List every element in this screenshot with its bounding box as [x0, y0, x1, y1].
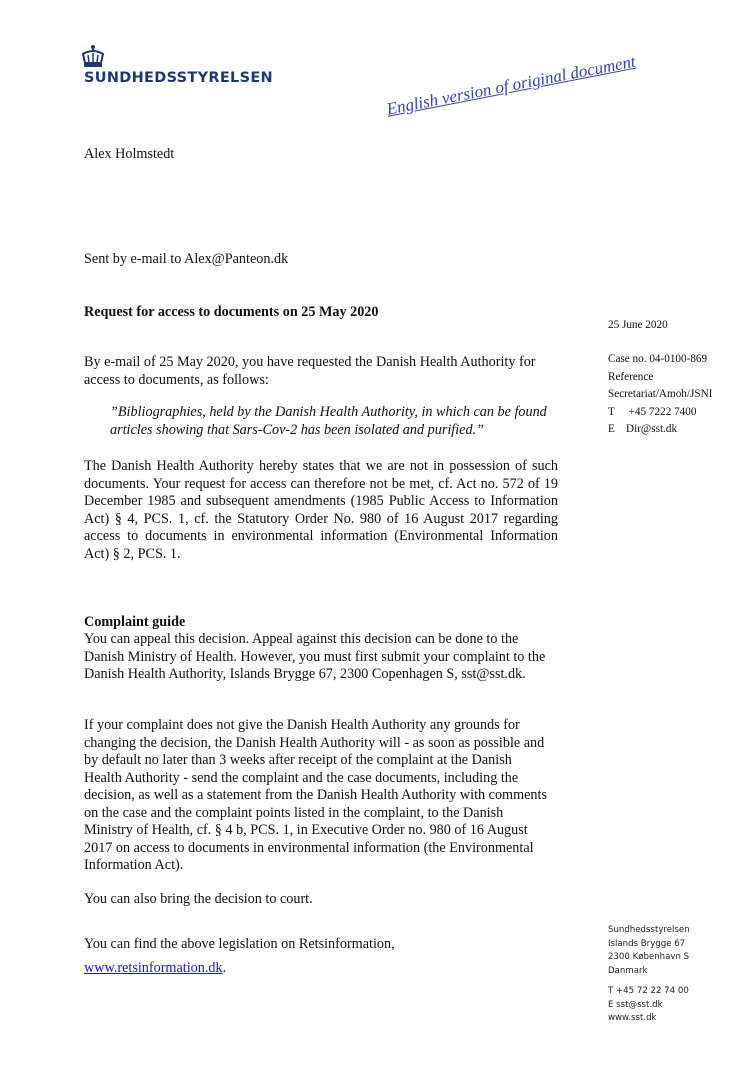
- logo-wordmark: SUNDHEDSSTYRELSEN: [84, 70, 273, 86]
- complaint-paragraph-1: You can appeal this decision. Appeal against this decision can be done to the Danish Ministry of Health. However, you must first submit your complaint to the Danish Health Authority, Islands Brygge 67, 2300 Copenhagen S, sst@sst.dk.: [84, 631, 546, 682]
- footer-org: Sundhedsstyrelsen: [608, 925, 690, 935]
- subject-heading: Request for access to documents on 25 May 2020: [84, 304, 379, 320]
- footer-country: Danmark: [608, 965, 648, 976]
- court-paragraph: You can also bring the decision to court.: [84, 891, 313, 907]
- translation-stamp: English version of original document: [385, 51, 638, 119]
- sent-by-line: Sent by e-mail to Alex@Panteon.dk: [84, 251, 289, 267]
- reference-value: Secretariat/Amoh/JSNI: [608, 388, 713, 400]
- email-address: E Dir@sst.dk: [608, 423, 678, 435]
- footer-address: [608, 924, 690, 1026]
- reference-label: Reference: [608, 370, 654, 383]
- footer-phone: T +45 72 22 74 00: [608, 986, 689, 996]
- case-info: [608, 351, 743, 439]
- retsinformation-link[interactable]: www.retsinformation.dk: [84, 960, 223, 976]
- footer-street: Islands Brygge 67: [608, 938, 686, 949]
- footer-city: 2300 København S: [608, 952, 690, 962]
- intro-paragraph: By e-mail of 25 May 2020, you have requested the Danish Health Authority for access to documents, as follows:: [84, 354, 536, 388]
- letter-date: 25 June 2020: [608, 319, 668, 331]
- legislation-link-line: [84, 960, 226, 978]
- phone-number: T +45 7222 7400: [608, 405, 697, 418]
- complaint-paragraph-2: If your complaint does not give the Danish Health Authority any grounds for changing the decision, the Danish Health Authority will - as soon as possible and by default no later than 3 weeks after receipt of the complaint at the Danish Health Authority - send the complaint and the case documents, including the decision, as well as a statement from the Danish Health Authority with comments on the case and the complaint points listed in the complaint, to the Danish Ministry of Health, cf. § 4 b, PCS. 1, in Executive Order no. 980 of 16 August 2017 on access to documents in environmental information (the Environmental Information Act).: [84, 717, 547, 873]
- recipient-name: Alex Holmstedt: [84, 146, 175, 162]
- case-number: Case no. 04-0100-869: [608, 353, 708, 365]
- link-suffix: .: [222, 960, 227, 976]
- crown-icon: [80, 44, 106, 70]
- request-quote: ”Bibliographies, held by the Danish Health Authority, in which can be found articles showing that Sars-Cov-2 has been isolated and purified.”: [110, 404, 547, 438]
- footer-web: www.sst.dk: [608, 1013, 657, 1023]
- response-paragraph: The Danish Health Authority hereby states that we are not in possession of such documents. Your request for access can therefore not be met, cf. Act no. 572 of 19 December 1985 and subsequent amendments (1985 Public Access to Information Act) § 4, PCS. 1, cf. the Statutory Order No. 980 of 16 August 2017 regarding access to documents in environmental information (Environmental Information Act) § 2, PCS. 1.: [84, 458, 558, 562]
- complaint-heading: Complaint guide: [84, 614, 186, 630]
- legislation-paragraph: You can find the above legislation on Retsinformation,: [84, 936, 395, 952]
- footer-email: E sst@sst.dk: [608, 999, 663, 1010]
